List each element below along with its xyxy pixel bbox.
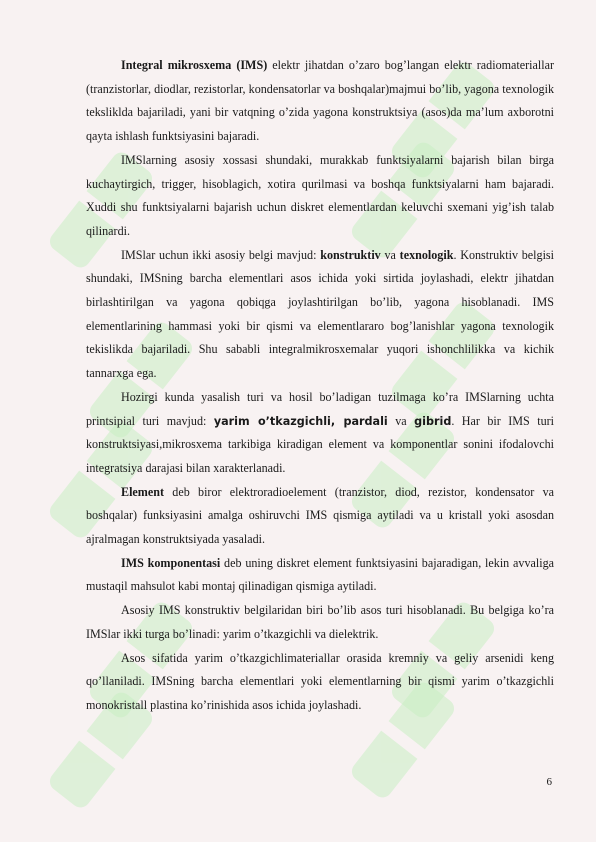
page-number: 6 (546, 776, 552, 788)
text-run: IMSlarning asosiy xossasi shundaki, murakkab funktsiyalarni bajarish bilan birga kuchaytirgich, trigger, hisoblagich, xotira qurilmasi va boshqa funktsiyalarni ham bajaradi. Xuddi shu funktsiyalarni bajarish uchun diskret elementlardan keluvchi sxemani yig’ish talab qilinardi. (86, 152, 554, 238)
text-run: Asos sifatida yarim o’tkazgichlimateriallar orasida kremniy va geliy arsenidi keng qo’llaniladi. IMSning barcha elementlari yoki elementlarning bir qismi yarim o’tkazgichli monokristall plastina ko’rinishida asos ichida joylashadi. (86, 650, 554, 712)
bold-term: Integral mikrosxema (IMS) (121, 58, 268, 72)
paragraph (86, 647, 554, 718)
bold-term: konstruktiv (320, 247, 381, 262)
paragraph (86, 244, 554, 386)
paragraph (86, 552, 554, 599)
text-run: Hozirgi kunda yasalish turi va hosil bo’ladigan tuzilmaga ko’ra IMSlarning uchta printsipial turi mavjud: (86, 389, 554, 428)
paragraph (86, 599, 554, 646)
bold-term: Element (121, 484, 164, 499)
text-run: va (387, 413, 415, 428)
text-run: . Konstruktiv belgisi shundaki, IMSning barcha elementlari asos ichida yoki sirtida joylashadi, elektr jihatdan birlashtirilgan va yagona qobiqga joylashtirilgan bo’lib, yagona hisoblanadi. IMS elementlarining hammasi yoki bir qismi va elementlararo bog’lanishlar yagona texnologik tekislikda bajariladi. Shu sababli integralmikrosxemalar yuqori ishonchlilikka va kichik tannarxga ega. (86, 247, 555, 381)
paragraph (86, 386, 554, 481)
text-run: elektr jihatdan o’zaro bog’langan elektr radiomateriallar (tranzistorlar, diodlar, rezistorlar, kondensatorlar va boshqalar)majmui bo’lib, yagona texnologik teksliklda bajariladi, yani bir vatqning o’zida yagona konstruktsiya (asos)da ma’lum axborotni qayta ishlash funktsiyasini bajaradi. (86, 58, 554, 144)
text-run: va (380, 247, 400, 262)
text-run: IMSlar uchun ikki asosiy belgi mavjud: (121, 247, 321, 262)
bold-term: IMS komponentasi (121, 555, 221, 570)
text-run: . Har bir IMS turi konstruktsiyasi,mikrosxema tarkibiga kiradigan element va komponentlar sonini ifodalovchi integratsiya darajasi bilan xarakterlanadi. (86, 413, 555, 475)
paragraph (86, 481, 554, 552)
bold-term: yarim o’tkazgichli, pardali (213, 414, 388, 428)
body-text (86, 54, 554, 718)
text-run: Asosiy IMS konstruktiv belgilaridan biri bo’lib asos turi hisoblanadi. Bu belgiga ko’ra IMSlar ikki turga bo’linadi: yarim o’tkazgichli va dielektrik. (86, 603, 554, 641)
paragraph (86, 149, 554, 244)
paragraph (86, 54, 554, 149)
text-run: deb uning diskret element funktsiyasini bajaradigan, lekin avvaliga mustaqil mahsulot kabi montaj qilinadigan qismiga aytiladi. (86, 555, 555, 594)
bold-term: gibrid (414, 414, 452, 428)
bold-term: texnologik (399, 247, 454, 262)
text-run: deb biror elektroradioelement (tranzistor, diod, rezistor, kondensator va boshqalar) funksiyasini amalga oshiruvchi IMS qismiga aytiladi va u kristall yoki asosdan ajralmagan konstruktsiyada yasaladi. (86, 484, 554, 547)
